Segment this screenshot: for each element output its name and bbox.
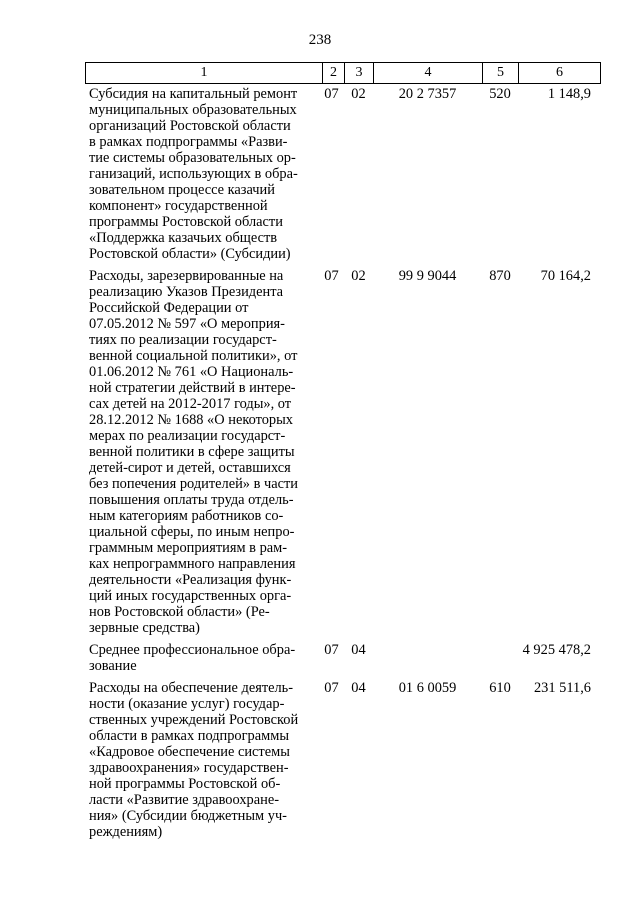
description-line: муниципальных образовательных <box>89 102 297 118</box>
expense-type-code: 870 <box>489 268 511 284</box>
table-row <box>85 268 600 636</box>
subsection-code: 04 <box>351 680 366 696</box>
description-line: программы Ростовской области <box>89 214 283 230</box>
section-code: 07 <box>324 680 339 696</box>
description-line: ганизаций, использующих в обра- <box>89 166 298 182</box>
section-code: 07 <box>324 86 339 102</box>
description-line: циальной сферы, по иным непро- <box>89 524 295 540</box>
description-line: венной социальной политики», от <box>89 348 298 364</box>
description-line: венной политики в сфере защиты <box>89 444 295 460</box>
description-line: нов Ростовской области» (Ре- <box>89 604 270 620</box>
description-line: области в рамках подпрограммы <box>89 728 289 744</box>
target-item-code: 01 6 0059 <box>398 680 457 696</box>
description-line: тиях по реализации государст- <box>89 332 277 348</box>
subsection-code: 02 <box>351 86 366 102</box>
description-line: Ростовской области» (Субсидии) <box>89 246 291 262</box>
target-item-code <box>373 642 482 674</box>
description-line: Расходы на обеспечение деятель- <box>89 680 294 696</box>
row-description <box>89 268 318 636</box>
description-line: ций иных государственных орга- <box>89 588 292 604</box>
description-line: «Кадровое обеспечение системы <box>89 744 290 760</box>
target-item-code: 20 2 7357 <box>398 86 457 102</box>
description-line: сах детей на 2012-2017 годы», от <box>89 396 292 412</box>
expense-type-code: 610 <box>489 680 511 696</box>
description-line: Субсидия на капитальный ремонт <box>89 86 298 102</box>
column-header-2: 2 <box>323 63 345 84</box>
description-line: граммным мероприятиям в рам- <box>89 540 288 556</box>
row-description <box>89 680 318 840</box>
target-item-code: 99 9 9044 <box>398 268 457 284</box>
description-line: реализацию Указов Президента <box>89 284 284 300</box>
column-header-5: 5 <box>483 63 519 84</box>
description-line: ной программы Ростовской об- <box>89 776 281 792</box>
description-line: мерах по реализации государст- <box>89 428 286 444</box>
description-line: повышения оплаты труда отдель- <box>89 492 294 508</box>
row-description <box>89 86 318 262</box>
expense-type-code: 520 <box>489 86 511 102</box>
section-code: 07 <box>324 268 339 284</box>
column-header-3: 3 <box>345 63 374 84</box>
description-line: без попечения родителей» в части <box>89 476 298 492</box>
description-line: «Поддержка казачьих обществ <box>89 230 278 246</box>
description-line: ласти «Развитие здравоохране- <box>89 792 280 808</box>
description-line: ках непрограммного направления <box>89 556 296 572</box>
budget-rows <box>85 86 600 846</box>
description-line: 07.05.2012 № 597 «О мероприя- <box>89 316 285 332</box>
column-header-row <box>86 63 601 84</box>
column-header-4: 4 <box>374 63 483 84</box>
description-line: 28.12.2012 № 1688 «О некоторых <box>89 412 293 428</box>
expense-type-code <box>482 642 518 674</box>
description-line: ности (оказание услуг) государ- <box>89 696 285 712</box>
table-row <box>85 86 600 262</box>
description-line: организаций Ростовской области <box>89 118 291 134</box>
description-line: деятельности «Реализация функ- <box>89 572 292 588</box>
description-line: 01.06.2012 № 761 «О Националь- <box>89 364 294 380</box>
description-line: здравоохранения» государствен- <box>89 760 289 776</box>
description-line: зервные средства) <box>89 620 200 636</box>
description-line: тие системы образовательных ор- <box>89 150 296 166</box>
description-line: Расходы, зарезервированные на <box>89 268 284 284</box>
table-row <box>85 680 600 840</box>
description-line: ственных учреждений Ростовской <box>89 712 299 728</box>
table-row <box>85 642 600 674</box>
description-line: зование <box>89 658 137 674</box>
column-header-6: 6 <box>519 63 601 84</box>
amount: 231 511,6 <box>533 680 591 696</box>
description-line: ной стратегии действий в интере- <box>89 380 296 396</box>
description-line: в рамках подпрограммы «Разви- <box>89 134 288 150</box>
page-number: 238 <box>308 32 332 48</box>
row-description <box>89 642 318 674</box>
column-header-table <box>85 62 601 84</box>
description-line: ния» (Субсидии бюджетным уч- <box>89 808 287 824</box>
description-line: Среднее профессиональное обра- <box>89 642 296 658</box>
description-line: реждениям) <box>89 824 163 840</box>
section-code: 07 <box>324 642 339 658</box>
description-line: ным категориям работников со- <box>89 508 284 524</box>
subsection-code: 04 <box>351 642 366 658</box>
amount: 70 164,2 <box>540 268 591 284</box>
amount: 4 925 478,2 <box>522 642 591 658</box>
description-line: зовательном процессе казачий <box>89 182 275 198</box>
subsection-code: 02 <box>351 268 366 284</box>
description-line: компонент» государственной <box>89 198 268 214</box>
description-line: Российской Федерации от <box>89 300 249 316</box>
description-line: детей-сирот и детей, оставшихся <box>89 460 291 476</box>
column-header-1: 1 <box>86 63 323 84</box>
amount: 1 148,9 <box>547 86 591 102</box>
